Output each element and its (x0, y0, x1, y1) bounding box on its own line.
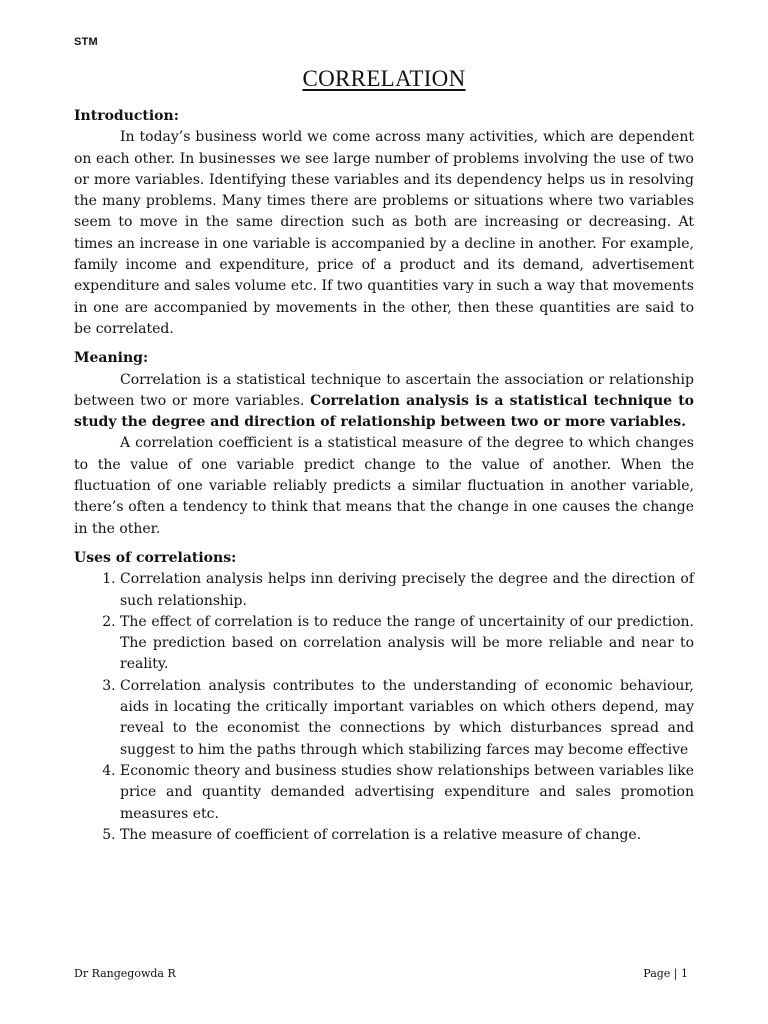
meaning-paragraph-1 (74, 370, 694, 434)
uses-heading: Uses of correlations: (74, 549, 237, 566)
uses-list (74, 569, 694, 846)
page-title: CORRELATION (302, 66, 466, 91)
list-item: 4. Economic theory and business studies show relationships between variables like price and quantity demanded advertising expenditure and sales promotion measures etc. (120, 761, 694, 825)
meaning-plain-text: Correlation is a statistical technique to ascertain the association or relationship between two or more variables. (74, 371, 694, 409)
footer-author: Dr Rangegowda R (74, 967, 176, 980)
meaning-heading: Meaning: (74, 350, 149, 367)
list-item: 2. The effect of correlation is to reduce the range of uncertainity of our prediction. The prediction based on correlation analysis will be more reliable and near to reality. (120, 612, 694, 676)
footer-page-number: Page | 1 (643, 967, 688, 980)
document-body (74, 106, 694, 846)
list-item: 5. The measure of coefficient of correlation is a relative measure of change. (120, 825, 694, 846)
header-tag: STM (74, 36, 98, 48)
meaning-bold-text: Correlation analysis is a statistical technique to study the degree and direction of relationship between two or more variables. (74, 392, 695, 431)
list-item: 1. Correlation analysis helps inn deriving precisely the degree and the direction of such relationship. (120, 569, 694, 612)
meaning-paragraph-2: A correlation coefficient is a statistical measure of the degree to which changes to the value of one variable predict change to the value of another. When the fluctuation of one variable reliably predicts a similar fluctuation in another variable, there’s often a tendency to think that means that the change in one causes the change in the other. (74, 435, 694, 537)
intro-paragraph: In today’s business world we come across many activities, which are dependent on each other. In businesses we see large number of problems involving the use of two or more variables. Identifying these variables and its dependency helps us in resolving the many problems. Many times there are problems or situations where two variables seem to move in the same direction such as both are increasing or decreasing. At times an increase in one variable is accompanied by a decline in another. For example, family income and expenditure, price of a product and its demand, advertisement expenditure and sales volume etc. If two quantities vary in such a way that movements in one are accompanied by movements in the other, then these quantities are said to be correlated. (74, 129, 694, 337)
intro-heading: Introduction: (74, 108, 179, 124)
list-item: 3. Correlation analysis contributes to the understanding of economic behaviour, aids in locating the critically important variables on which others depend, may reveal to the economist the connections by which disturbances spread and suggest to him the paths through which stabilizing farces may become effective (120, 676, 694, 761)
